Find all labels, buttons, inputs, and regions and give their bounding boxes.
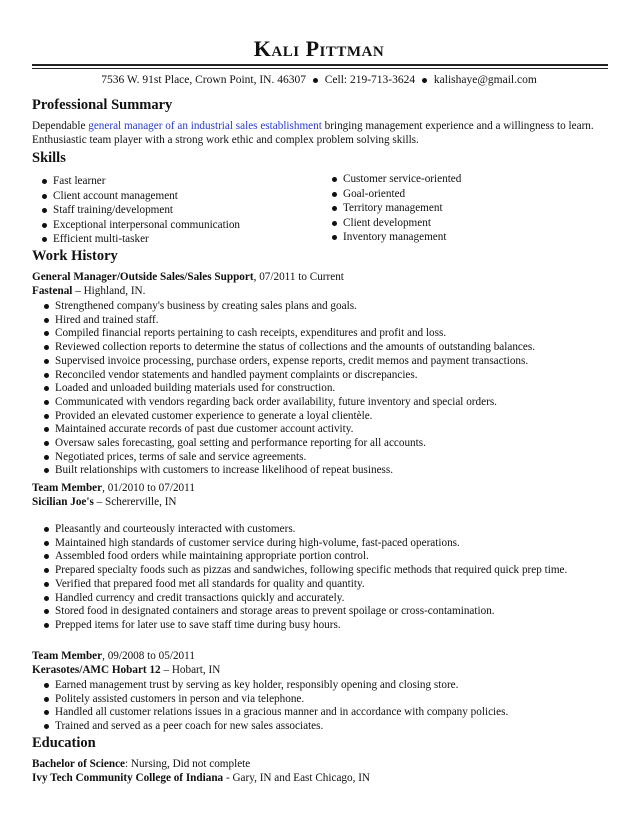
list-item — [32, 523, 608, 537]
job-header-1 — [32, 271, 608, 298]
bullet-dot — [44, 609, 49, 614]
bullet-text: Earned management trust by serving as key holder, responsibly opening and closing store. — [55, 679, 459, 691]
job-dates: , 09/2008 to 05/2011 — [102, 650, 195, 662]
education-entry — [32, 758, 608, 785]
list-item — [32, 341, 608, 355]
list-item — [32, 706, 608, 720]
bullet-dot — [44, 683, 49, 688]
bullet-dot — [332, 192, 337, 197]
skill-text: Inventory management — [343, 231, 447, 243]
list-item — [32, 369, 608, 383]
bullet-text: Handled all customer relations issues in a gracious manner and in accordance with company policies. — [55, 706, 509, 719]
bullet-text: Verified that prepared food met all standards for quality and quantity. — [55, 577, 365, 590]
bullet-dot — [332, 177, 337, 182]
bullet-dot — [44, 541, 49, 546]
bullet-dot — [44, 345, 49, 350]
header-rule-thick — [32, 64, 608, 66]
bullet-dot — [44, 331, 49, 336]
list-item — [32, 451, 608, 465]
skill-item — [320, 201, 610, 216]
job-dates: , 01/2010 to 07/2011 — [102, 482, 195, 494]
skills-left-list — [30, 174, 330, 247]
candidate-name: Kali Pittman — [253, 36, 385, 61]
job-company: Kerasotes/AMC Hobart 12 — [32, 663, 161, 676]
bullet-dot — [42, 194, 47, 199]
job-title: General Manager/Outside Sales/Sales Support — [32, 271, 254, 283]
skill-text: Territory management — [343, 202, 443, 214]
skill-text: Efficient multi-tasker — [53, 233, 149, 245]
skill-text: Client account management — [53, 189, 178, 202]
bullet-dot — [44, 427, 49, 432]
skills-heading: Skills — [32, 150, 66, 166]
bullet-dot — [44, 697, 49, 702]
bullet-text: Maintained accurate records of past due customer account activity. — [55, 423, 354, 436]
summary-post: bringing management experience and a willingness to learn. Enthusiastic team player with a strong work ethic and complex problem solving skills. — [32, 120, 594, 146]
bullet-dot — [44, 455, 49, 460]
skill-text: Fast learner — [53, 175, 106, 187]
list-item — [32, 693, 608, 707]
list-item — [32, 592, 608, 606]
job-company: Sicilian Joe's — [32, 495, 94, 508]
skill-item — [30, 203, 330, 218]
bullet-dot — [332, 235, 337, 240]
school-location: - Gary, IN and East Chicago, IN — [223, 771, 370, 784]
job-title: Team Member — [32, 650, 103, 662]
list-item — [32, 355, 608, 369]
list-item — [32, 382, 608, 396]
header-rule-thin — [32, 68, 608, 69]
bullet-dot — [332, 221, 337, 226]
work-history-heading: Work History — [32, 248, 118, 264]
job-company: Fastenal — [32, 284, 73, 297]
bullet-text: Assembled food orders while maintaining appropriate portion control. — [55, 550, 369, 563]
skill-item — [320, 216, 610, 231]
skill-text: Staff training/development — [53, 204, 174, 216]
job-dates: , 07/2011 to Current — [253, 271, 344, 283]
degree: Bachelor of Science — [32, 758, 126, 770]
bullet-dot — [44, 468, 49, 473]
list-item — [32, 564, 608, 578]
summary-heading: Professional Summary — [32, 97, 173, 113]
bullet-dot — [44, 318, 49, 323]
skill-text: Exceptional interpersonal communication — [53, 218, 241, 231]
bullet-text: Reconciled vendor statements and handled payment complaints or discrepancies. — [55, 368, 418, 381]
bullet-dot — [44, 527, 49, 532]
bullet-dot — [42, 237, 47, 242]
skills-right-list — [320, 172, 610, 245]
bullet-dot — [42, 179, 47, 184]
bullet-dot — [42, 208, 47, 213]
list-item — [32, 537, 608, 551]
list-item — [32, 300, 608, 314]
skill-item — [30, 174, 330, 189]
school-name: Ivy Tech Community College of Indiana — [32, 771, 224, 784]
skill-text: Customer service-oriented — [343, 173, 462, 185]
list-item — [32, 550, 608, 564]
skill-item — [30, 189, 330, 204]
list-item — [32, 327, 608, 341]
bullet-text: Prepared specialty foods such as pizzas and sandwiches, following specific methods that required quick prep time. — [55, 564, 568, 577]
job-location: – Schererville, IN — [93, 495, 177, 508]
skill-item — [320, 230, 610, 245]
list-item — [32, 437, 608, 451]
job-3-bullets — [32, 679, 608, 734]
bullet-text: Maintained high standards of customer service during high-volume, fast-paced operations. — [55, 536, 460, 549]
job-title: Team Member — [32, 482, 103, 494]
bullet-text: Trained and served as a peer coach for new sales associates. — [55, 720, 324, 733]
separator-dot — [422, 78, 427, 83]
bullet-text: Oversaw sales forecasting, goal setting and performance reporting for all accounts. — [55, 437, 426, 450]
job-1-bullets — [32, 300, 608, 478]
bullet-text: Hired and trained staff. — [55, 313, 159, 326]
bullet-dot — [44, 414, 49, 419]
bullet-text: Supervised invoice processing, purchase orders, expense reports, credit memos and payment transactions. — [55, 354, 529, 367]
list-item — [32, 464, 608, 478]
contact-cell: Cell: 219-713-3624 — [324, 74, 416, 86]
bullet-text: Stored food in designated containers and storage areas to prevent spoilage or cross-contamination. — [55, 605, 495, 618]
bullet-text: Handled currency and credit transactions quickly and accurately. — [55, 591, 345, 604]
bullet-text: Provided an elevated customer experience to generate a loyal clientèle. — [55, 409, 373, 422]
contact-line — [0, 74, 638, 86]
education-heading: Education — [32, 735, 96, 751]
list-item — [32, 619, 608, 633]
skill-text: Client development — [343, 216, 431, 229]
contact-email: kalishaye@gmail.com — [433, 74, 537, 86]
bullet-text: Compiled financial reports pertaining to cash receipts, expenditures and profit and loss. — [55, 327, 447, 340]
skill-item — [320, 172, 610, 187]
skill-item — [30, 232, 330, 247]
summary-text — [32, 120, 608, 147]
job-location: – Hobart, IN — [160, 663, 221, 676]
bullet-dot — [44, 623, 49, 628]
bullet-dot — [44, 582, 49, 587]
bullet-dot — [332, 206, 337, 211]
job-header-3 — [32, 650, 608, 677]
job-2-bullets — [32, 523, 608, 633]
skill-item — [30, 218, 330, 233]
bullet-text: Reviewed collection reports to determine the status of collections and the amounts of outstanding balances. — [55, 341, 535, 354]
list-item — [32, 423, 608, 437]
bullet-dot — [44, 359, 49, 364]
list-item — [32, 314, 608, 328]
bullet-text: Negotiated prices, terms of sale and service agreements. — [55, 450, 307, 463]
bullet-dot — [44, 304, 49, 309]
bullet-text: Strengthened company's business by creating sales plans and goals. — [55, 300, 357, 312]
bullet-dot — [44, 724, 49, 729]
bullet-dot — [44, 386, 49, 391]
summary-highlight: general manager of an industrial sales establishment — [88, 120, 322, 132]
skill-text: Goal-oriented — [343, 187, 406, 200]
bullet-text: Pleasantly and courteously interacted with customers. — [55, 523, 296, 535]
bullet-text: Politely assisted customers in person and via telephone. — [55, 692, 305, 705]
separator-dot — [313, 78, 318, 83]
bullet-dot — [44, 710, 49, 715]
bullet-dot — [42, 223, 47, 228]
degree-field: : Nursing, Did not complete — [125, 758, 251, 770]
bullet-text: Built relationships with customers to increase likelihood of repeat business. — [55, 464, 394, 477]
skill-item — [320, 187, 610, 202]
bullet-dot — [44, 568, 49, 573]
list-item — [32, 605, 608, 619]
list-item — [32, 679, 608, 693]
list-item — [32, 396, 608, 410]
list-item — [32, 578, 608, 592]
list-item — [32, 720, 608, 734]
bullet-text: Prepped items for later use to save staff time during busy hours. — [55, 618, 341, 631]
job-header-2 — [32, 482, 608, 509]
bullet-dot — [44, 373, 49, 378]
bullet-text: Communicated with vendors regarding back order availability, future inventory and special orders. — [55, 395, 497, 408]
bullet-dot — [44, 441, 49, 446]
bullet-dot — [44, 400, 49, 405]
list-item — [32, 410, 608, 424]
bullet-dot — [44, 596, 49, 601]
bullet-text: Loaded and unloaded building materials used for construction. — [55, 382, 336, 395]
bullet-dot — [44, 554, 49, 559]
summary-pre: Dependable — [32, 120, 89, 132]
job-location: – Highland, IN. — [72, 284, 146, 297]
contact-address: 7536 W. 91st Place, Crown Point, IN. 46307 — [101, 74, 306, 86]
